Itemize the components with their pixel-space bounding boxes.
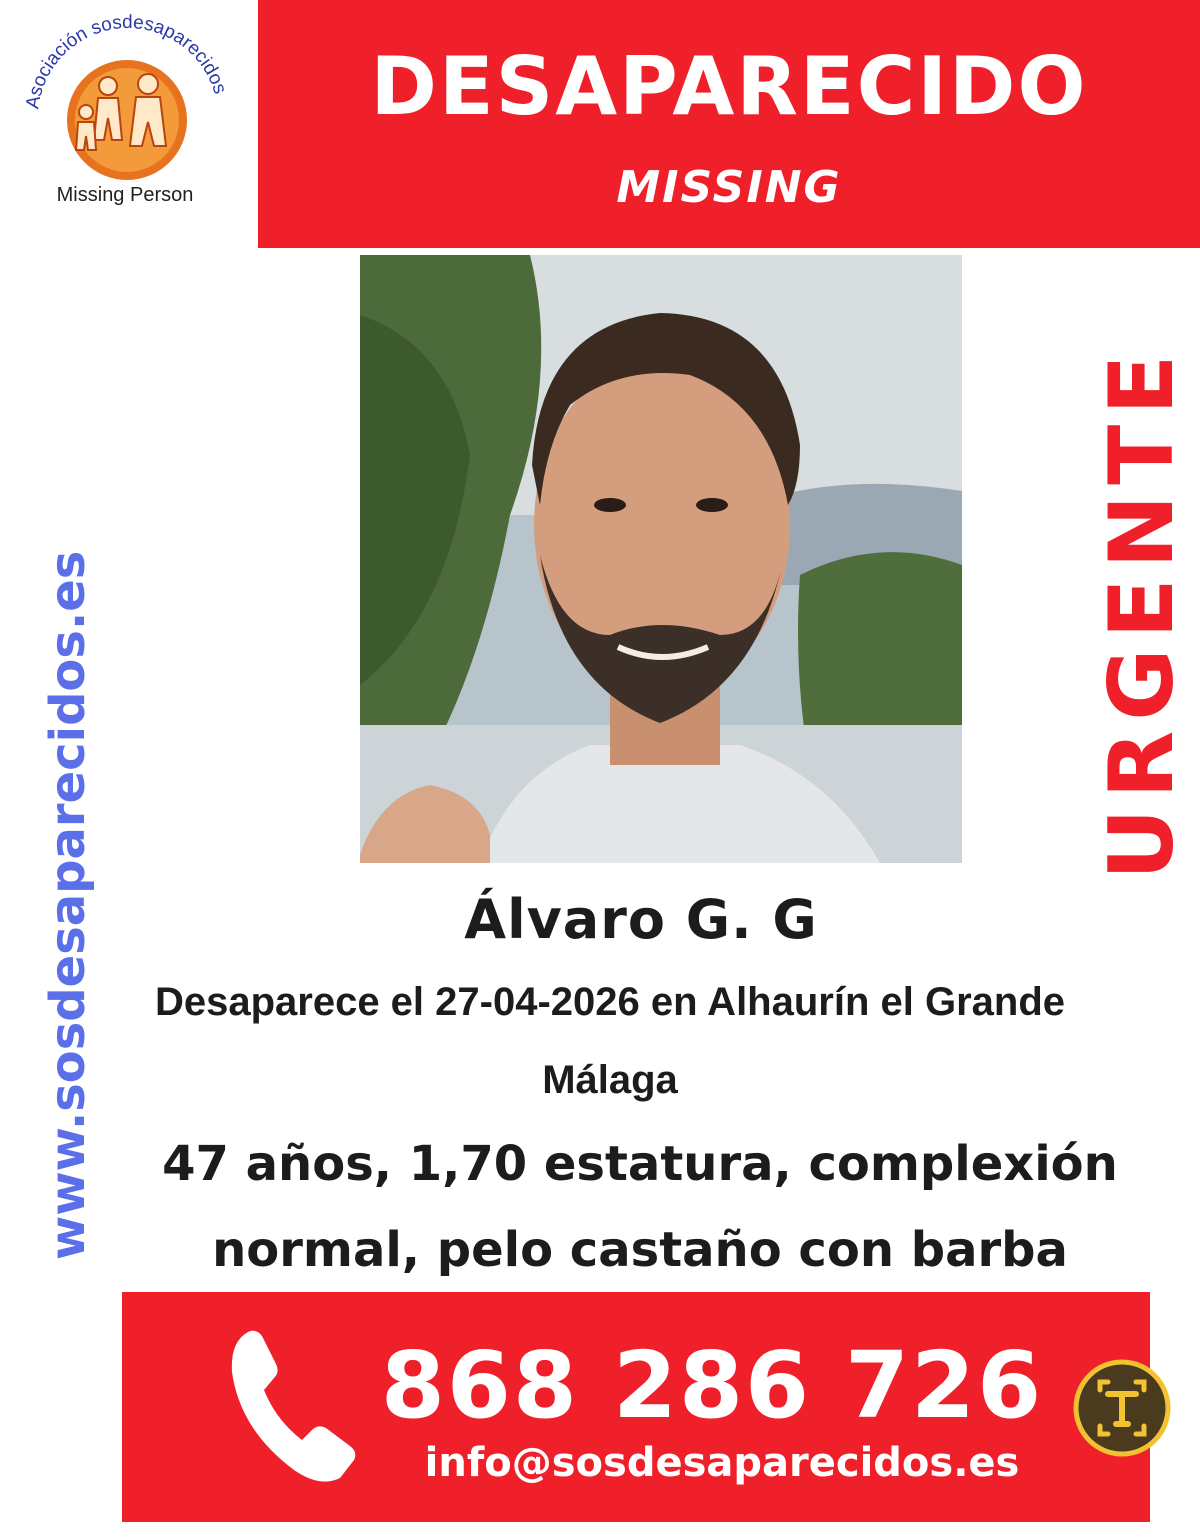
poster-subtitle: MISSING xyxy=(616,162,842,213)
logo-ring-text: Asociación sosdesaparecidos xyxy=(22,11,231,111)
organization-logo xyxy=(0,0,256,248)
province: Málaga xyxy=(542,1058,678,1102)
side-website-text: www.sosdesaparecidos.es xyxy=(40,550,96,1260)
contact-email[interactable]: info@sosdesaparecidos.es xyxy=(424,1440,1020,1486)
contact-banner xyxy=(122,1292,1150,1522)
disappearance-details: Desaparece el 27-04-2026 en Alhaurín el Grande xyxy=(154,980,1066,1024)
missing-person-photo xyxy=(360,255,962,863)
logo-emblem xyxy=(0,0,256,190)
person-name: Álvaro G. G xyxy=(464,888,818,951)
logo-caption: Missing Person xyxy=(56,184,194,206)
watermark-badge-icon xyxy=(1072,1358,1172,1458)
urgent-label: URGENTE xyxy=(1090,344,1193,880)
poster-title: DESAPARECIDO xyxy=(370,40,1088,133)
contact-phone-number[interactable]: 868 286 726 xyxy=(380,1332,1044,1439)
physical-description-line-2: normal, pelo castaño con barba xyxy=(212,1222,1068,1278)
physical-description-line-1: 47 años, 1,70 estatura, complexión xyxy=(162,1136,1118,1192)
header-banner xyxy=(258,0,1200,248)
